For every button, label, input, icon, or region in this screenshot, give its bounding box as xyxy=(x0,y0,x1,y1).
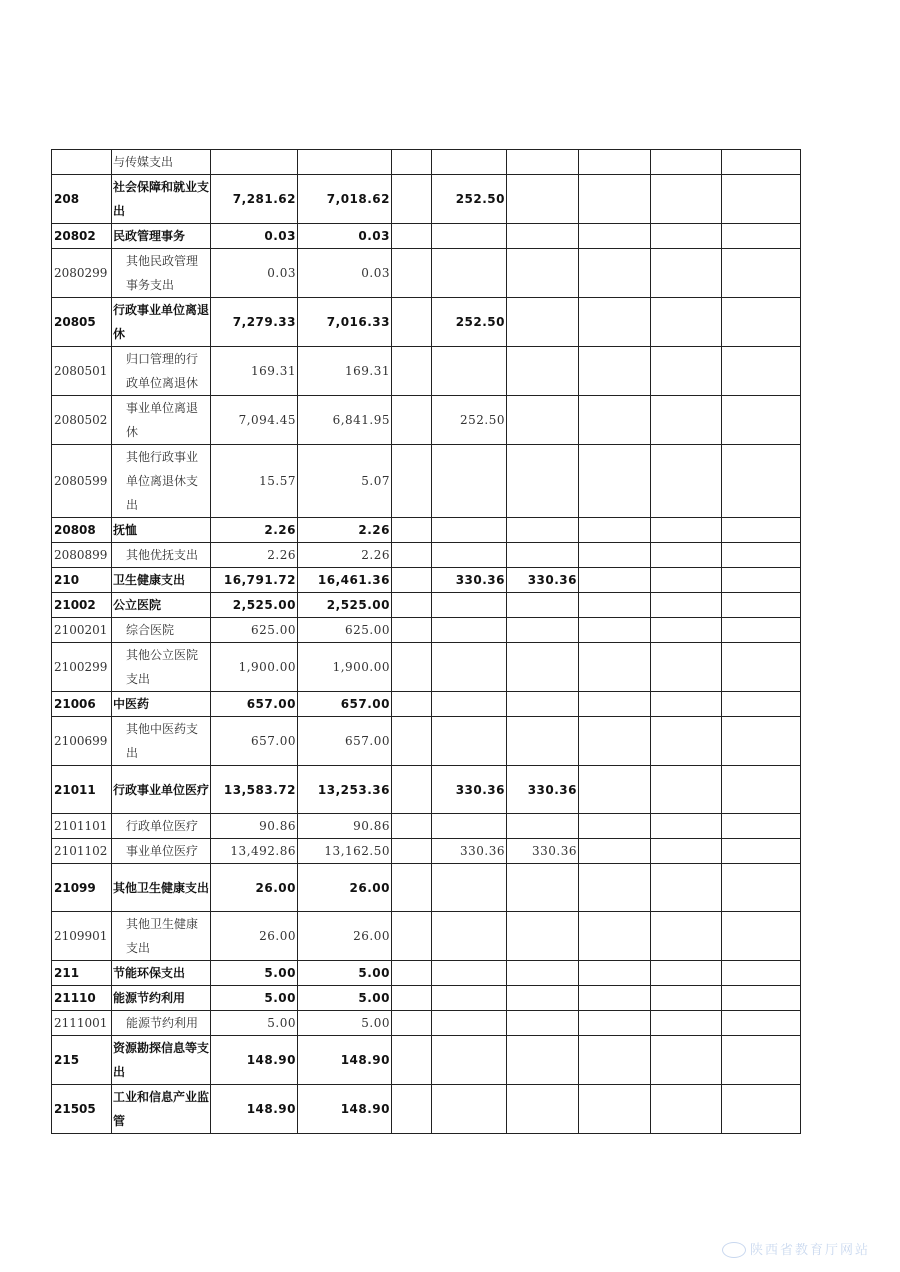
table-row xyxy=(52,986,801,1011)
row-code-cell: 21011 xyxy=(52,766,112,814)
row-value-cell-v2: 5.00 xyxy=(298,961,392,986)
row-name-cell: 能源节约利用 xyxy=(112,986,211,1011)
row-value-cell-v1: 657.00 xyxy=(211,692,298,717)
table-row xyxy=(52,912,801,961)
row-value-cell-v2: 5.07 xyxy=(298,445,392,518)
row-value-cell-v2: 169.31 xyxy=(298,347,392,396)
budget-table xyxy=(51,149,801,1134)
row-code-cell xyxy=(52,150,112,175)
row-value-cell-v2: 2,525.00 xyxy=(298,593,392,618)
row-value-cell-v8 xyxy=(722,518,801,543)
row-value-cell-v7 xyxy=(651,445,722,518)
row-value-cell-v7 xyxy=(651,518,722,543)
row-code-cell: 208 xyxy=(52,175,112,224)
row-value-cell-v2: 26.00 xyxy=(298,912,392,961)
row-value-cell-v6 xyxy=(579,1011,651,1036)
row-value-cell-v3 xyxy=(392,150,432,175)
row-name-cell: 其他行政事业单位离退休支出 xyxy=(112,445,211,518)
row-value-cell-v7 xyxy=(651,298,722,347)
row-value-cell-v7 xyxy=(651,543,722,568)
row-value-cell-v1: 13,492.86 xyxy=(211,839,298,864)
table-row xyxy=(52,568,801,593)
row-value-cell-v3 xyxy=(392,298,432,347)
row-value-cell-v5 xyxy=(507,986,579,1011)
row-value-cell-v8 xyxy=(722,692,801,717)
row-code-cell: 2100299 xyxy=(52,643,112,692)
row-value-cell-v4 xyxy=(432,518,507,543)
row-value-cell-v2: 26.00 xyxy=(298,864,392,912)
row-value-cell-v4 xyxy=(432,643,507,692)
row-value-cell-v6 xyxy=(579,175,651,224)
row-value-cell-v3 xyxy=(392,864,432,912)
row-value-cell-v1: 657.00 xyxy=(211,717,298,766)
table-row xyxy=(52,839,801,864)
row-value-cell-v6 xyxy=(579,717,651,766)
row-name-cell: 卫生健康支出 xyxy=(112,568,211,593)
row-name-cell: 其他卫生健康支出 xyxy=(112,912,211,961)
row-value-cell-v1: 5.00 xyxy=(211,986,298,1011)
row-value-cell-v2: 13,253.36 xyxy=(298,766,392,814)
row-name-cell: 行政单位医疗 xyxy=(112,814,211,839)
budget-table-body xyxy=(52,150,801,1134)
row-value-cell-v5 xyxy=(507,224,579,249)
row-value-cell-v7 xyxy=(651,175,722,224)
row-value-cell-v1: 2.26 xyxy=(211,518,298,543)
row-value-cell-v2: 0.03 xyxy=(298,249,392,298)
row-value-cell-v5 xyxy=(507,518,579,543)
row-code-cell: 2111001 xyxy=(52,1011,112,1036)
row-value-cell-v6 xyxy=(579,224,651,249)
row-value-cell-v5 xyxy=(507,961,579,986)
row-value-cell-v7 xyxy=(651,593,722,618)
row-code-cell: 2101102 xyxy=(52,839,112,864)
row-name-cell: 事业单位离退休 xyxy=(112,396,211,445)
row-name-cell: 抚恤 xyxy=(112,518,211,543)
row-value-cell-v3 xyxy=(392,692,432,717)
row-value-cell-v1: 5.00 xyxy=(211,1011,298,1036)
table-row xyxy=(52,961,801,986)
row-value-cell-v6 xyxy=(579,864,651,912)
row-value-cell-v4: 252.50 xyxy=(432,298,507,347)
row-name-cell: 资源勘探信息等支出 xyxy=(112,1036,211,1085)
row-value-cell-v8 xyxy=(722,568,801,593)
row-value-cell-v6 xyxy=(579,593,651,618)
row-value-cell-v5 xyxy=(507,396,579,445)
row-value-cell-v8 xyxy=(722,347,801,396)
row-value-cell-v3 xyxy=(392,175,432,224)
row-value-cell-v8 xyxy=(722,150,801,175)
row-value-cell-v2: 0.03 xyxy=(298,224,392,249)
row-value-cell-v8 xyxy=(722,175,801,224)
row-value-cell-v6 xyxy=(579,839,651,864)
row-value-cell-v5: 330.36 xyxy=(507,766,579,814)
row-name-cell: 归口管理的行政单位离退休 xyxy=(112,347,211,396)
table-row xyxy=(52,347,801,396)
row-value-cell-v1 xyxy=(211,150,298,175)
row-value-cell-v8 xyxy=(722,298,801,347)
row-code-cell: 2100201 xyxy=(52,618,112,643)
row-value-cell-v5 xyxy=(507,298,579,347)
row-value-cell-v5: 330.36 xyxy=(507,568,579,593)
row-value-cell-v8 xyxy=(722,1036,801,1085)
row-value-cell-v7 xyxy=(651,568,722,593)
row-value-cell-v5 xyxy=(507,912,579,961)
row-value-cell-v4: 330.36 xyxy=(432,766,507,814)
row-value-cell-v5 xyxy=(507,543,579,568)
table-row xyxy=(52,150,801,175)
row-value-cell-v5 xyxy=(507,692,579,717)
row-code-cell: 215 xyxy=(52,1036,112,1085)
row-value-cell-v3 xyxy=(392,1036,432,1085)
row-value-cell-v4 xyxy=(432,814,507,839)
row-value-cell-v3 xyxy=(392,1011,432,1036)
row-name-cell: 中医药 xyxy=(112,692,211,717)
row-value-cell-v6 xyxy=(579,814,651,839)
row-value-cell-v8 xyxy=(722,643,801,692)
row-value-cell-v3 xyxy=(392,445,432,518)
row-value-cell-v1: 625.00 xyxy=(211,618,298,643)
row-value-cell-v5 xyxy=(507,864,579,912)
row-code-cell: 2080899 xyxy=(52,543,112,568)
row-value-cell-v4 xyxy=(432,1085,507,1134)
row-value-cell-v3 xyxy=(392,568,432,593)
row-value-cell-v7 xyxy=(651,864,722,912)
row-value-cell-v8 xyxy=(722,224,801,249)
row-value-cell-v8 xyxy=(722,543,801,568)
row-value-cell-v4: 330.36 xyxy=(432,568,507,593)
row-value-cell-v4 xyxy=(432,692,507,717)
row-value-cell-v7 xyxy=(651,1011,722,1036)
row-value-cell-v7 xyxy=(651,150,722,175)
row-value-cell-v8 xyxy=(722,961,801,986)
table-row xyxy=(52,618,801,643)
row-value-cell-v3 xyxy=(392,224,432,249)
row-value-cell-v5 xyxy=(507,445,579,518)
row-value-cell-v6 xyxy=(579,568,651,593)
row-value-cell-v6 xyxy=(579,445,651,518)
row-value-cell-v7 xyxy=(651,692,722,717)
row-value-cell-v2: 2.26 xyxy=(298,543,392,568)
row-value-cell-v4: 252.50 xyxy=(432,175,507,224)
row-value-cell-v3 xyxy=(392,961,432,986)
table-row xyxy=(52,396,801,445)
table-row xyxy=(52,814,801,839)
row-value-cell-v6 xyxy=(579,643,651,692)
row-value-cell-v8 xyxy=(722,912,801,961)
row-value-cell-v5 xyxy=(507,347,579,396)
row-value-cell-v6 xyxy=(579,986,651,1011)
row-name-cell: 行政事业单位医疗 xyxy=(112,766,211,814)
row-value-cell-v6 xyxy=(579,543,651,568)
row-name-cell: 综合医院 xyxy=(112,618,211,643)
row-value-cell-v3 xyxy=(392,618,432,643)
row-value-cell-v3 xyxy=(392,518,432,543)
row-value-cell-v1: 26.00 xyxy=(211,864,298,912)
row-value-cell-v3 xyxy=(392,593,432,618)
row-name-cell: 其他公立医院支出 xyxy=(112,643,211,692)
row-value-cell-v4 xyxy=(432,864,507,912)
row-value-cell-v7 xyxy=(651,986,722,1011)
row-value-cell-v5 xyxy=(507,1011,579,1036)
watermark-text: 陕西省教育厅网站 xyxy=(749,1242,870,1258)
row-value-cell-v4: 252.50 xyxy=(432,396,507,445)
row-value-cell-v4 xyxy=(432,150,507,175)
row-value-cell-v3 xyxy=(392,1085,432,1134)
row-value-cell-v6 xyxy=(579,961,651,986)
table-row xyxy=(52,175,801,224)
row-name-cell: 事业单位医疗 xyxy=(112,839,211,864)
table-row xyxy=(52,1011,801,1036)
row-value-cell-v6 xyxy=(579,150,651,175)
row-value-cell-v6 xyxy=(579,396,651,445)
row-value-cell-v7 xyxy=(651,814,722,839)
row-value-cell-v2: 90.86 xyxy=(298,814,392,839)
row-value-cell-v6 xyxy=(579,692,651,717)
row-value-cell-v4 xyxy=(432,912,507,961)
row-value-cell-v4 xyxy=(432,1036,507,1085)
row-value-cell-v1: 169.31 xyxy=(211,347,298,396)
row-value-cell-v8 xyxy=(722,986,801,1011)
row-value-cell-v5 xyxy=(507,1085,579,1134)
row-value-cell-v8 xyxy=(722,864,801,912)
row-value-cell-v6 xyxy=(579,298,651,347)
row-name-cell: 民政管理事务 xyxy=(112,224,211,249)
table-row xyxy=(52,864,801,912)
table-row xyxy=(52,717,801,766)
row-value-cell-v7 xyxy=(651,643,722,692)
row-code-cell: 21110 xyxy=(52,986,112,1011)
row-value-cell-v1: 0.03 xyxy=(211,224,298,249)
row-value-cell-v7 xyxy=(651,249,722,298)
table-row xyxy=(52,692,801,717)
row-code-cell: 2109901 xyxy=(52,912,112,961)
row-value-cell-v5: 330.36 xyxy=(507,839,579,864)
row-value-cell-v1: 7,279.33 xyxy=(211,298,298,347)
row-name-cell: 其他民政管理事务支出 xyxy=(112,249,211,298)
row-name-cell: 其他卫生健康支出 xyxy=(112,864,211,912)
row-value-cell-v6 xyxy=(579,518,651,543)
row-name-cell: 与传媒支出 xyxy=(112,150,211,175)
row-code-cell: 2080502 xyxy=(52,396,112,445)
row-value-cell-v8 xyxy=(722,1011,801,1036)
row-value-cell-v4 xyxy=(432,618,507,643)
row-name-cell: 公立医院 xyxy=(112,593,211,618)
row-code-cell: 21099 xyxy=(52,864,112,912)
row-value-cell-v7 xyxy=(651,347,722,396)
row-code-cell: 2100699 xyxy=(52,717,112,766)
row-value-cell-v3 xyxy=(392,717,432,766)
row-value-cell-v6 xyxy=(579,1085,651,1134)
row-value-cell-v8 xyxy=(722,814,801,839)
row-value-cell-v3 xyxy=(392,249,432,298)
row-value-cell-v5 xyxy=(507,717,579,766)
row-name-cell: 其他优抚支出 xyxy=(112,543,211,568)
row-value-cell-v2: 6,841.95 xyxy=(298,396,392,445)
row-value-cell-v1: 26.00 xyxy=(211,912,298,961)
table-row xyxy=(52,543,801,568)
row-value-cell-v2: 657.00 xyxy=(298,717,392,766)
row-value-cell-v7 xyxy=(651,1085,722,1134)
row-value-cell-v2: 148.90 xyxy=(298,1036,392,1085)
table-row xyxy=(52,445,801,518)
row-value-cell-v3 xyxy=(392,766,432,814)
row-name-cell: 能源节约利用 xyxy=(112,1011,211,1036)
row-value-cell-v7 xyxy=(651,396,722,445)
row-value-cell-v1: 7,281.62 xyxy=(211,175,298,224)
row-value-cell-v6 xyxy=(579,1036,651,1085)
row-value-cell-v4 xyxy=(432,249,507,298)
row-value-cell-v7 xyxy=(651,766,722,814)
row-value-cell-v8 xyxy=(722,249,801,298)
row-value-cell-v5 xyxy=(507,593,579,618)
row-name-cell: 社会保障和就业支出 xyxy=(112,175,211,224)
row-code-cell: 21006 xyxy=(52,692,112,717)
row-value-cell-v2: 148.90 xyxy=(298,1085,392,1134)
row-value-cell-v1: 90.86 xyxy=(211,814,298,839)
row-value-cell-v2: 625.00 xyxy=(298,618,392,643)
row-value-cell-v5 xyxy=(507,1036,579,1085)
row-value-cell-v1: 13,583.72 xyxy=(211,766,298,814)
row-value-cell-v2: 657.00 xyxy=(298,692,392,717)
row-value-cell-v3 xyxy=(392,347,432,396)
table-row xyxy=(52,298,801,347)
row-value-cell-v8 xyxy=(722,839,801,864)
row-value-cell-v1: 7,094.45 xyxy=(211,396,298,445)
row-value-cell-v3 xyxy=(392,543,432,568)
row-value-cell-v3 xyxy=(392,912,432,961)
row-name-cell: 工业和信息产业监管 xyxy=(112,1085,211,1134)
row-value-cell-v2: 5.00 xyxy=(298,986,392,1011)
row-value-cell-v5 xyxy=(507,814,579,839)
row-code-cell: 211 xyxy=(52,961,112,986)
row-value-cell-v7 xyxy=(651,1036,722,1085)
row-value-cell-v4 xyxy=(432,347,507,396)
row-value-cell-v7 xyxy=(651,224,722,249)
row-value-cell-v4 xyxy=(432,986,507,1011)
row-value-cell-v2: 2.26 xyxy=(298,518,392,543)
row-code-cell: 21505 xyxy=(52,1085,112,1134)
row-value-cell-v1: 2.26 xyxy=(211,543,298,568)
row-value-cell-v8 xyxy=(722,1085,801,1134)
row-code-cell: 2080299 xyxy=(52,249,112,298)
row-value-cell-v7 xyxy=(651,717,722,766)
row-name-cell: 行政事业单位离退休 xyxy=(112,298,211,347)
row-value-cell-v6 xyxy=(579,912,651,961)
row-value-cell-v5 xyxy=(507,150,579,175)
row-value-cell-v5 xyxy=(507,175,579,224)
row-value-cell-v1: 15.57 xyxy=(211,445,298,518)
row-value-cell-v7 xyxy=(651,912,722,961)
row-value-cell-v3 xyxy=(392,814,432,839)
row-value-cell-v2: 16,461.36 xyxy=(298,568,392,593)
row-code-cell: 2080501 xyxy=(52,347,112,396)
row-value-cell-v4 xyxy=(432,593,507,618)
table-row xyxy=(52,249,801,298)
row-code-cell: 20802 xyxy=(52,224,112,249)
row-value-cell-v4 xyxy=(432,1011,507,1036)
row-value-cell-v2: 7,016.33 xyxy=(298,298,392,347)
row-value-cell-v4: 330.36 xyxy=(432,839,507,864)
row-value-cell-v8 xyxy=(722,618,801,643)
row-value-cell-v8 xyxy=(722,593,801,618)
row-value-cell-v1: 2,525.00 xyxy=(211,593,298,618)
row-code-cell: 2080599 xyxy=(52,445,112,518)
row-value-cell-v8 xyxy=(722,445,801,518)
row-value-cell-v5 xyxy=(507,643,579,692)
row-value-cell-v1: 5.00 xyxy=(211,961,298,986)
row-value-cell-v4 xyxy=(432,543,507,568)
row-value-cell-v3 xyxy=(392,396,432,445)
row-name-cell: 其他中医药支出 xyxy=(112,717,211,766)
table-row xyxy=(52,643,801,692)
table-row xyxy=(52,766,801,814)
row-value-cell-v2: 5.00 xyxy=(298,1011,392,1036)
row-value-cell-v1: 1,900.00 xyxy=(211,643,298,692)
row-name-cell: 节能环保支出 xyxy=(112,961,211,986)
table-row xyxy=(52,1085,801,1134)
row-value-cell-v8 xyxy=(722,717,801,766)
row-value-cell-v5 xyxy=(507,249,579,298)
row-value-cell-v2 xyxy=(298,150,392,175)
row-value-cell-v3 xyxy=(392,643,432,692)
table-row xyxy=(52,1036,801,1085)
row-value-cell-v2: 7,018.62 xyxy=(298,175,392,224)
row-code-cell: 2101101 xyxy=(52,814,112,839)
row-value-cell-v4 xyxy=(432,224,507,249)
row-code-cell: 20805 xyxy=(52,298,112,347)
row-value-cell-v4 xyxy=(432,717,507,766)
row-value-cell-v7 xyxy=(651,961,722,986)
site-watermark xyxy=(722,1239,870,1259)
row-code-cell: 210 xyxy=(52,568,112,593)
row-value-cell-v6 xyxy=(579,249,651,298)
row-value-cell-v2: 1,900.00 xyxy=(298,643,392,692)
row-value-cell-v1: 148.90 xyxy=(211,1085,298,1134)
row-value-cell-v7 xyxy=(651,618,722,643)
row-value-cell-v2: 13,162.50 xyxy=(298,839,392,864)
row-value-cell-v1: 0.03 xyxy=(211,249,298,298)
row-code-cell: 21002 xyxy=(52,593,112,618)
row-value-cell-v6 xyxy=(579,618,651,643)
row-value-cell-v6 xyxy=(579,766,651,814)
row-code-cell: 20808 xyxy=(52,518,112,543)
row-value-cell-v1: 148.90 xyxy=(211,1036,298,1085)
row-value-cell-v6 xyxy=(579,347,651,396)
row-value-cell-v8 xyxy=(722,766,801,814)
row-value-cell-v5 xyxy=(507,618,579,643)
row-value-cell-v3 xyxy=(392,839,432,864)
table-row xyxy=(52,224,801,249)
row-value-cell-v4 xyxy=(432,961,507,986)
row-value-cell-v7 xyxy=(651,839,722,864)
table-row xyxy=(52,518,801,543)
row-value-cell-v1: 16,791.72 xyxy=(211,568,298,593)
row-value-cell-v4 xyxy=(432,445,507,518)
row-value-cell-v8 xyxy=(722,396,801,445)
row-value-cell-v3 xyxy=(392,986,432,1011)
watermark-logo-icon xyxy=(722,1242,746,1258)
table-row xyxy=(52,593,801,618)
